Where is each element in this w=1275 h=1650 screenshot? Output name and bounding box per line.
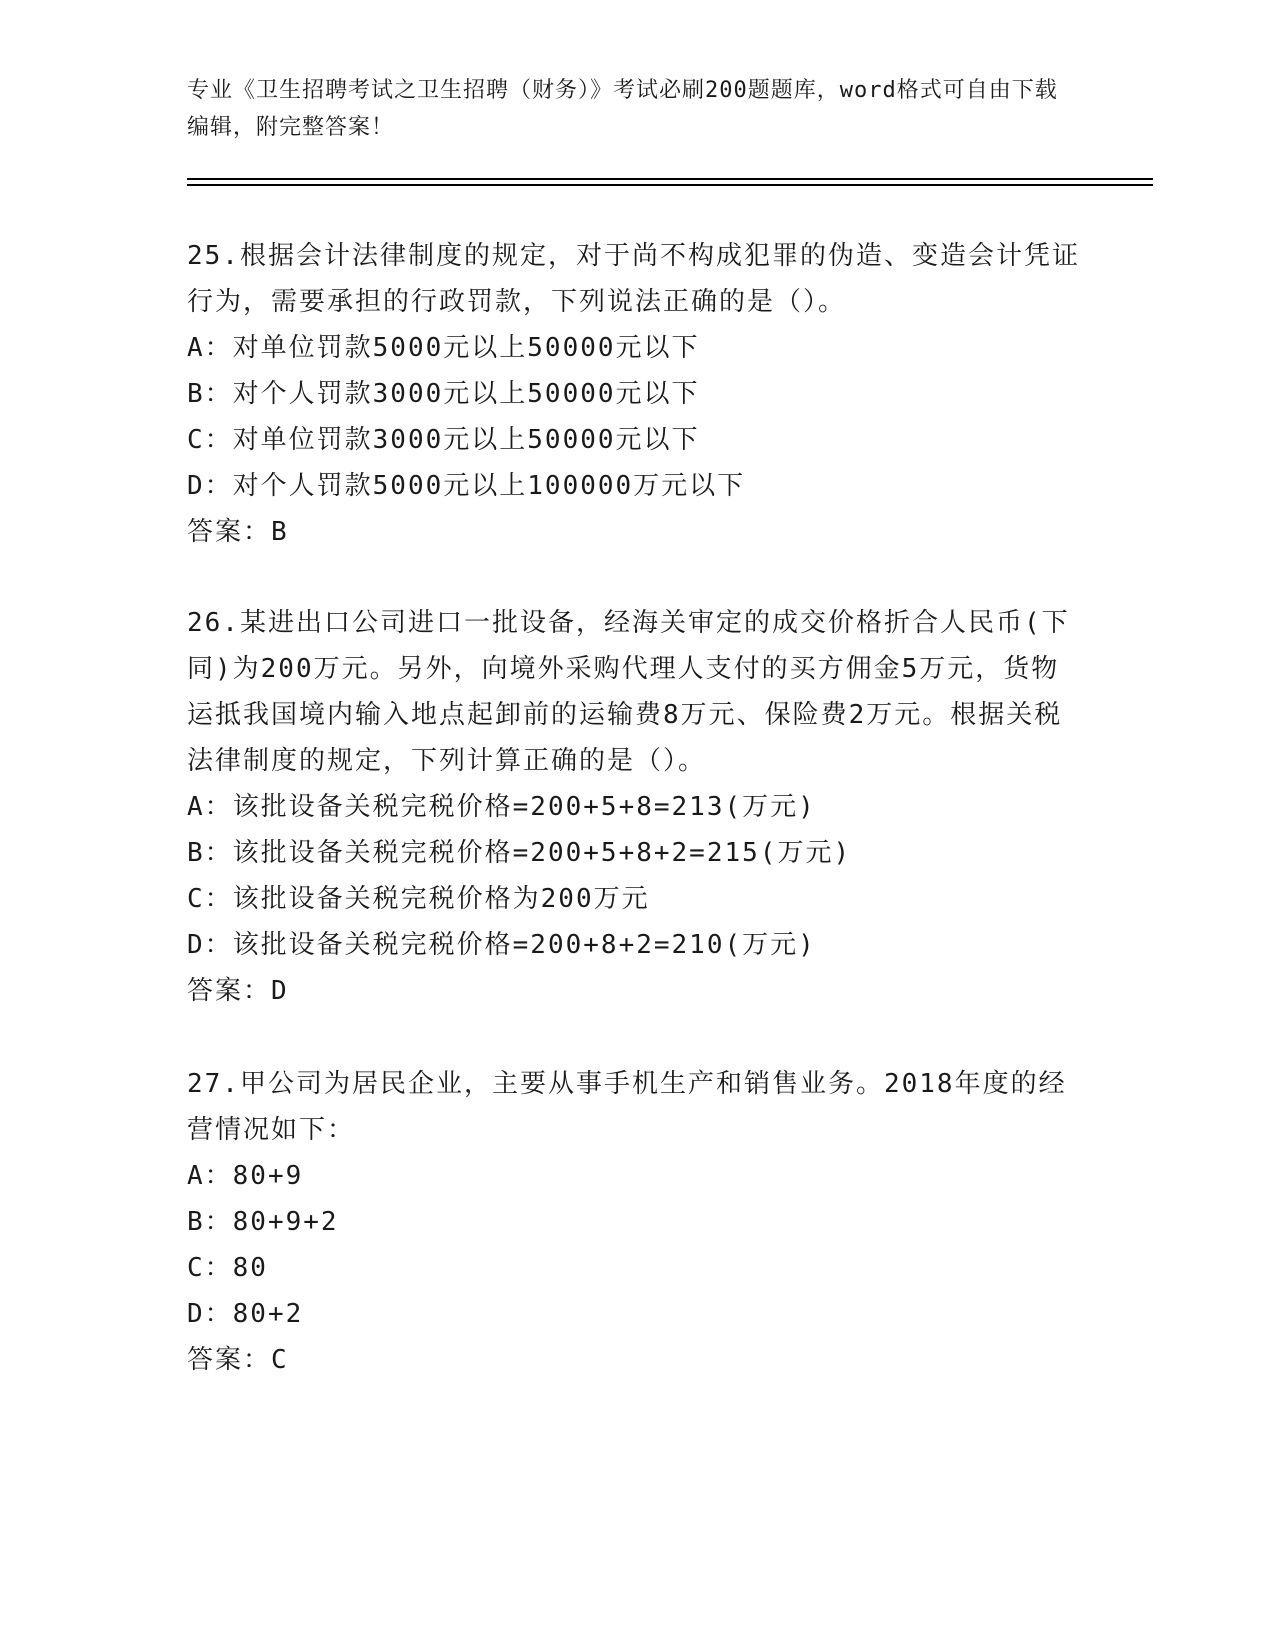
question-stem: 25.根据会计法律制度的规定，对于尚不构成犯罪的伪造、变造会计凭证行为，需要承担的行政罚款，下列说法正确的是（）。 xyxy=(187,241,1080,317)
option-a: A：该批设备关税完税价格=200+5+8=213(万元) xyxy=(187,792,816,822)
option-c: C：该批设备关税完税价格为200万元 xyxy=(187,884,650,914)
answer-line: 答案：D xyxy=(187,976,289,1006)
option-a: A：对单位罚款5000元以上50000元以下 xyxy=(187,333,700,363)
answer-line: 答案：C xyxy=(187,1345,289,1375)
document-header: 专业《卫生招聘考试之卫生招聘（财务）》考试必刷200题题库，word格式可自由下载编辑，附完整答案！ xyxy=(187,78,1058,140)
question-stem: 26.某进出口公司进口一批设备，经海关审定的成交价格折合人民币(下同)为200万元。另外，向境外采购代理人支付的买方佣金5万元，货物运抵我国境内输入地点起卸前的运输费8万元、保险费2万元。根据关税法律制度的规定，下列计算正确的是（）。 xyxy=(187,608,1070,776)
option-c: C：80 xyxy=(187,1253,268,1283)
question-26 xyxy=(187,600,1087,1014)
option-b: B：对个人罚款3000元以上50000元以下 xyxy=(187,379,700,409)
option-a: A：80+9 xyxy=(187,1161,304,1191)
option-d: D：80+2 xyxy=(187,1299,304,1329)
question-25 xyxy=(187,233,1087,555)
option-b: B：80+9+2 xyxy=(187,1207,339,1237)
option-d: D：该批设备关税完税价格=200+8+2=210(万元) xyxy=(187,930,816,960)
question-stem: 27.甲公司为居民企业，主要从事手机生产和销售业务。2018年度的经营情况如下： xyxy=(187,1069,1067,1145)
option-d: D：对个人罚款5000元以上100000万元以下 xyxy=(187,471,746,501)
option-c: C：对单位罚款3000元以上50000元以下 xyxy=(187,425,700,455)
answer-line: 答案：B xyxy=(187,517,289,547)
option-b: B：该批设备关税完税价格=200+5+8+2=215(万元) xyxy=(187,838,852,868)
header-double-rule xyxy=(187,178,1153,186)
question-27 xyxy=(187,1061,1087,1383)
